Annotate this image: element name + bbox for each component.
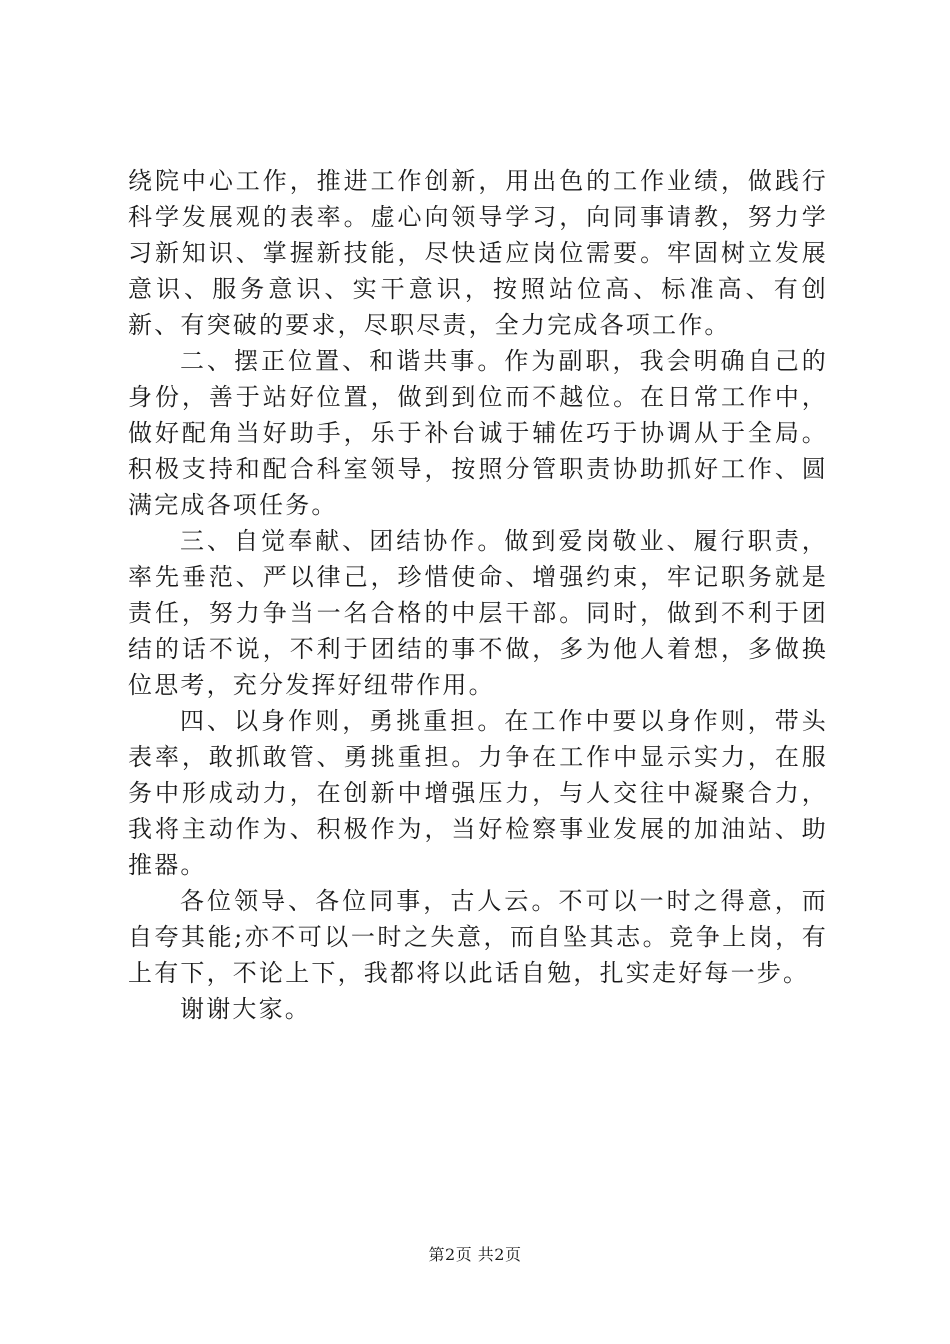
paragraph-6: 谢谢大家。 [180,995,311,1023]
paragraph-3: 三、自觉奉献、团结协作。做到爱岗敬业、履行职责，率先垂范、严以律己，珍惜使命、增强约束，牢记职务就是责任，努力争当一名合格的中层干部。同时，做到不利于团结的话不说，不利于团结的事不做，多为他人着想，多做换位思考，充分发挥好纽带作用。 [128,527,828,699]
paragraph-5: 各位领导、各位同事，古人云。不可以一时之得意，而自夸其能;亦不可以一时之失意，而自坠其志。竞争上岗，有上有下，不论上下，我都将以此话自勉，扎实走好每一步。 [128,887,828,987]
page-footer: 第2页 共2页 [428,1245,522,1264]
paragraph-1: 绕院中心工作，推进工作创新，用出色的工作业绩，做践行科学发展观的表率。虚心向领导学习，向同事请教，努力学习新知识、掌握新技能，尽快适应岗位需要。牢固树立发展意识、服务意识、实干意识，按照站位高、标准高、有创新、有突破的要求，尽职尽责，全力完成各项工作。 [128,167,828,339]
paragraph-4: 四、以身作则，勇挑重担。在工作中要以身作则，带头表率，敢抓敢管、勇挑重担。力争在工作中显示实力，在服务中形成动力，在创新中增强压力，与人交往中凝聚合力，我将主动作为、积极作为，当好检察事业发展的加油站、助推器。 [128,707,828,879]
paragraph-2: 二、摆正位置、和谐共事。作为副职，我会明确自己的身份，善于站好位置，做到到位而不越位。在日常工作中，做好配角当好助手，乐于补台诚于辅佐巧于协调从于全局。积极支持和配合科室领导，按照分管职责协助抓好工作、圆满完成各项任务。 [128,347,828,519]
document-body [128,163,828,1027]
